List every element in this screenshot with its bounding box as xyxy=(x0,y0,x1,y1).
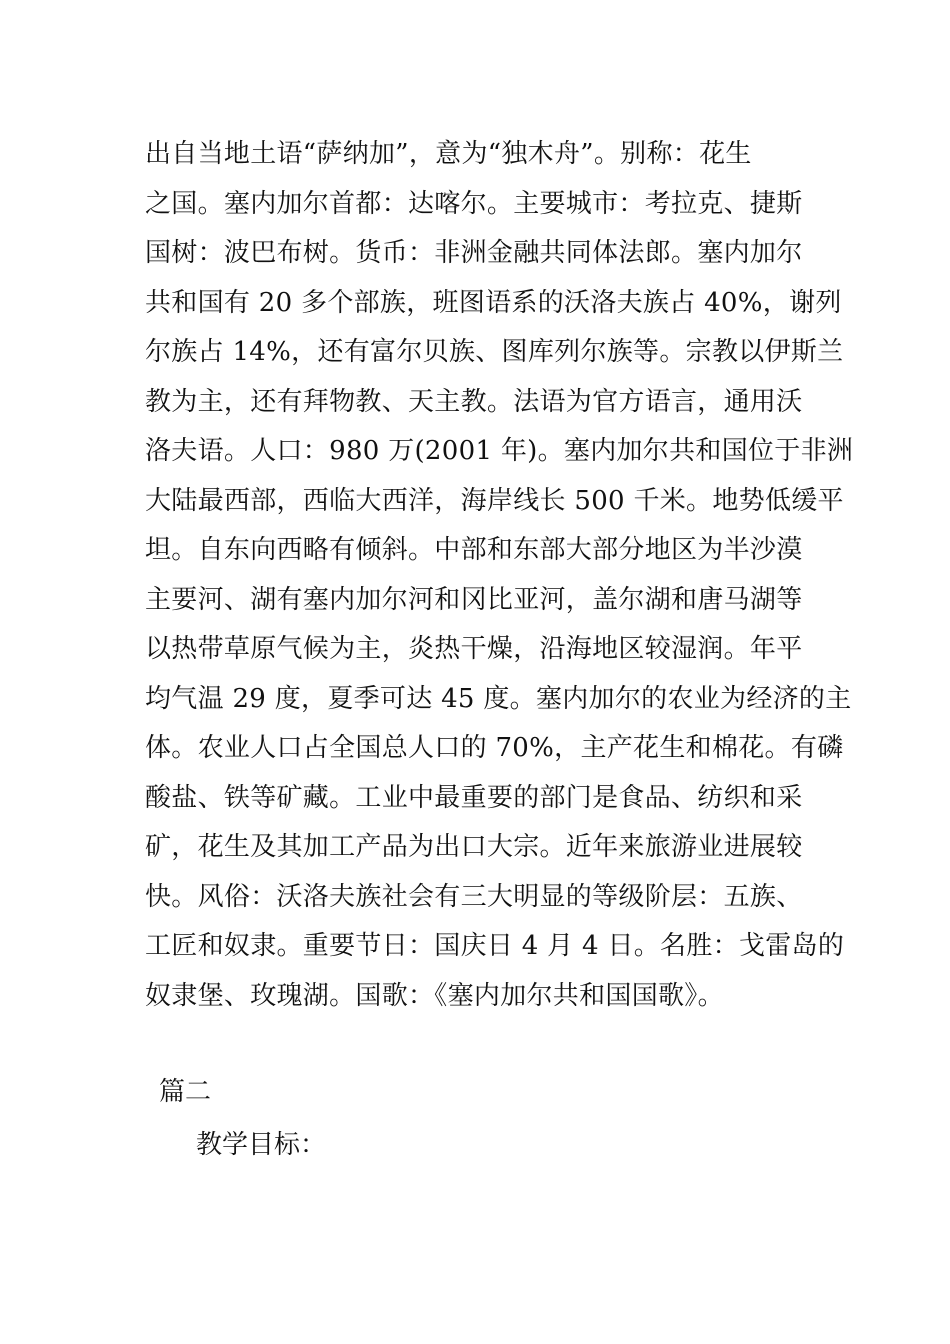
text-line: 尔族占 14%，还有富尔贝族、图库列尔族等。宗教以伊斯兰 xyxy=(145,337,844,367)
text-line: 大陆最西部，西临大西洋，海岸线长 500 千米。地势低缓平 xyxy=(145,485,844,516)
text-line: 主要河、湖有塞内加尔河和冈比亚河，盖尔湖和唐马湖等 xyxy=(145,584,803,615)
text-line: 之国。塞内加尔首都：达喀尔。主要城市：考拉克、捷斯 xyxy=(145,188,803,219)
text-line: 奴隶堡、玫瑰湖。国歌：《塞内加尔共和国国歌》。 xyxy=(145,980,724,1011)
text-line: 共和国有 20 多个部族，班图语系的沃洛夫族占 40%，谢列 xyxy=(145,287,842,318)
text-line: 酸盐、铁等矿藏。工业中最重要的部门是食品、纺织和采 xyxy=(145,782,803,813)
text-line: 坦。自东向西略有倾斜。中部和东部大部分地区为半沙漠 xyxy=(145,535,803,565)
text-line: 洛夫语。人口：980 万(2001 年)。塞内加尔共和国位于非洲 xyxy=(145,436,854,466)
text-line: 矿，花生及其加工产品为出口大宗。近年来旅游业进展较 xyxy=(145,832,803,862)
text-line: 教为主，还有拜物教、天主教。法语为官方语言，通用沃 xyxy=(145,386,803,417)
section-heading: 篇二 xyxy=(159,1077,212,1107)
text-line: 均气温 29 度，夏季可达 45 度。塞内加尔的农业为经济的主 xyxy=(145,683,852,714)
text-line: 出自当地土语“萨纳加”，意为“独木舟”。别称：花生 xyxy=(145,139,752,169)
text-line: 以热带草原气候为主，炎热干燥，沿海地区较湿润。年平 xyxy=(145,634,803,664)
text-line: 国树：波巴布树。货币：非洲金融共同体法郎。塞内加尔 xyxy=(145,238,803,268)
body-text xyxy=(145,130,854,1021)
text-line: 工匠和奴隶。重要节日：国庆日 4 月 4 日。名胜：戈雷岛的 xyxy=(145,931,845,961)
teaching-objectives-heading: 教学目标： xyxy=(196,1130,327,1160)
text-line: 体。农业人口占全国总人口的 70%，主产花生和棉花。有磷 xyxy=(145,733,844,763)
text-line: 快。风俗：沃洛夫族社会有三大明显的等级阶层：五族、 xyxy=(145,881,803,912)
